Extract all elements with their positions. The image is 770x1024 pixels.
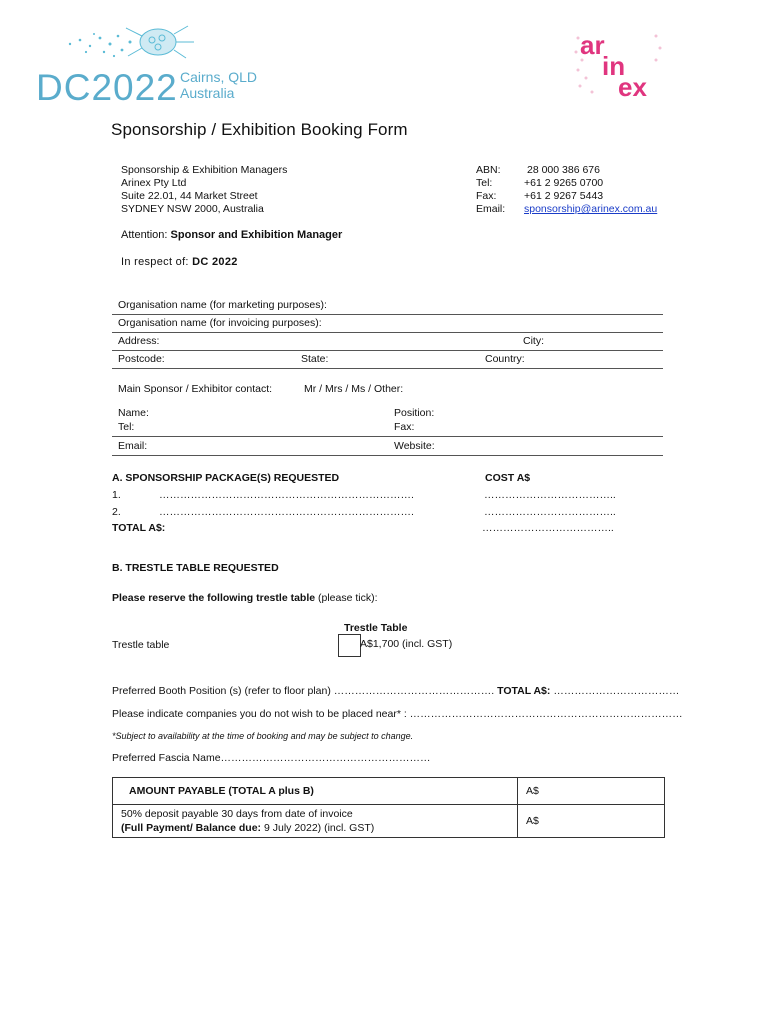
abn-value: 28 000 386 676: [527, 164, 600, 176]
package-2-label: 2.: [112, 506, 121, 518]
respect-label: In respect of:: [121, 256, 189, 268]
amount-payable-value[interactable]: [518, 778, 665, 805]
availability-note: *Subject to availability at the time of booking and may be subject to change.: [112, 731, 414, 741]
booth-total-dots: ………………………………: [553, 685, 680, 697]
booth-position-label: Preferred Booth Position (s) (refer to floor plan) ……………………………………….: [112, 685, 495, 697]
package-1-cost-field[interactable]: ………………………………..: [484, 489, 616, 501]
trestle-row-label: Trestle table: [112, 639, 170, 651]
fascia-name-field[interactable]: Preferred Fascia Name……………………………………………………: [112, 752, 431, 764]
tel-fax-field[interactable]: [112, 421, 663, 437]
contact-values: [524, 164, 657, 216]
deposit-label: [113, 805, 518, 838]
deposit-bold: (Full Payment/ Balance due:: [121, 822, 262, 834]
total-a-label: TOTAL A$:: [112, 522, 166, 534]
contact-labels: [476, 164, 505, 216]
payment-table: [112, 777, 665, 838]
arinex-logo: [572, 30, 664, 100]
email-website-field[interactable]: [112, 438, 663, 456]
package-1-label: 1.: [112, 489, 121, 501]
deposit-value[interactable]: [518, 805, 665, 838]
total-a-field[interactable]: ………………………………..: [482, 522, 614, 534]
amount-payable-currency: A$: [526, 785, 539, 797]
reserve-instruction: [112, 592, 378, 605]
address-line: Suite 22.01, 44 Market Street: [121, 190, 258, 202]
postcode-label: Postcode:: [118, 353, 165, 365]
marketing-name-field[interactable]: [112, 297, 663, 315]
name-field[interactable]: [112, 407, 663, 420]
section-b-heading: B. TRESTLE TABLE REQUESTED: [112, 562, 279, 574]
trestle-price: A$1,700 (incl. GST): [360, 638, 453, 650]
not-near-field[interactable]: Please indicate companies you do not wish to be placed near* : ……………………………………………………………………: [112, 708, 683, 720]
booth-position-field[interactable]: [112, 685, 679, 698]
reserve-rest: (please tick):: [318, 592, 378, 604]
address-field[interactable]: [112, 333, 663, 351]
respect-line: [121, 256, 238, 268]
reserve-bold: Please reserve the following trestle table: [112, 592, 316, 604]
package-1-field[interactable]: ……………………………………………………………….: [159, 489, 414, 501]
section-a-heading: A. SPONSORSHIP PACKAGE(S) REQUESTED: [112, 472, 340, 484]
address-line: Arinex Pty Ltd: [121, 177, 187, 189]
amount-payable-text: AMOUNT PAYABLE (TOTAL A plus B): [129, 785, 314, 797]
dc2022-wordmark: DC2022: [36, 67, 178, 108]
turtle-icon: [126, 26, 194, 58]
deposit-currency: A$: [526, 815, 539, 827]
attention-label: Attention:: [121, 229, 168, 241]
fax-value: +61 2 9267 5443: [524, 190, 604, 202]
tel-label: Tel:: [476, 177, 493, 189]
address-line: Sponsorship & Exhibition Managers: [121, 164, 288, 176]
abn-label: ABN:: [476, 164, 501, 176]
country-label: Country:: [485, 353, 525, 365]
main-contact-label: Main Sponsor / Exhibitor contact:: [118, 383, 273, 395]
name-label: Name:: [118, 407, 149, 419]
tel-value: +61 2 9265 0700: [524, 177, 604, 189]
deposit-rest: 9 July 2022) (incl. GST): [263, 822, 375, 834]
invoicing-name-field[interactable]: [112, 315, 663, 333]
organiser-address: [121, 164, 287, 216]
invoicing-name-label: Organisation name (for invoicing purposes):: [118, 317, 322, 329]
form-title: Sponsorship / Exhibition Booking Form: [111, 120, 408, 139]
state-label: State:: [301, 353, 329, 365]
address-line: SYDNEY NSW 2000, Australia: [121, 203, 264, 215]
attention-line: [121, 229, 342, 241]
marketing-name-label: Organisation name (for marketing purposes):: [118, 299, 327, 311]
amount-payable-label: [113, 778, 518, 805]
trestle-column-heading: Trestle Table: [344, 622, 408, 634]
dc2022-logo: [30, 22, 290, 110]
package-2-cost-field[interactable]: ………………………………..: [484, 506, 616, 518]
attention-value: Sponsor and Exhibition Manager: [170, 229, 343, 241]
arinex-logo-line2: in: [602, 51, 626, 81]
logo-country: Australia: [180, 85, 235, 101]
contact-fax-label: Fax:: [394, 421, 415, 433]
arinex-logo-line3: ex: [618, 72, 647, 100]
cost-heading: COST A$: [485, 472, 531, 484]
dots-trail-icon: [69, 33, 132, 57]
website-label: Website:: [394, 440, 435, 452]
logo-location: Cairns, QLD: [180, 69, 258, 85]
address-label: Address:: [118, 335, 160, 347]
fax-label: Fax:: [476, 190, 497, 202]
email-label: Email:: [476, 203, 506, 215]
email-link[interactable]: sponsorship@arinex.com.au: [524, 203, 658, 215]
contact-email-label: Email:: [118, 440, 148, 452]
contact-tel-label: Tel:: [118, 421, 135, 433]
city-label: City:: [523, 335, 544, 347]
trestle-tick-checkbox[interactable]: [338, 634, 361, 657]
postcode-field[interactable]: [112, 351, 663, 369]
arinex-logo-line1: ar: [580, 30, 605, 60]
package-2-field[interactable]: ……………………………………………………………….: [159, 506, 414, 518]
titles-label: Mr / Mrs / Ms / Other:: [304, 383, 404, 395]
position-label: Position:: [394, 407, 435, 419]
deposit-line1: 50% deposit payable 30 days from date of invoice: [121, 808, 353, 820]
respect-value: DC 2022: [192, 256, 238, 268]
booth-total-label: TOTAL A$:: [497, 685, 551, 697]
